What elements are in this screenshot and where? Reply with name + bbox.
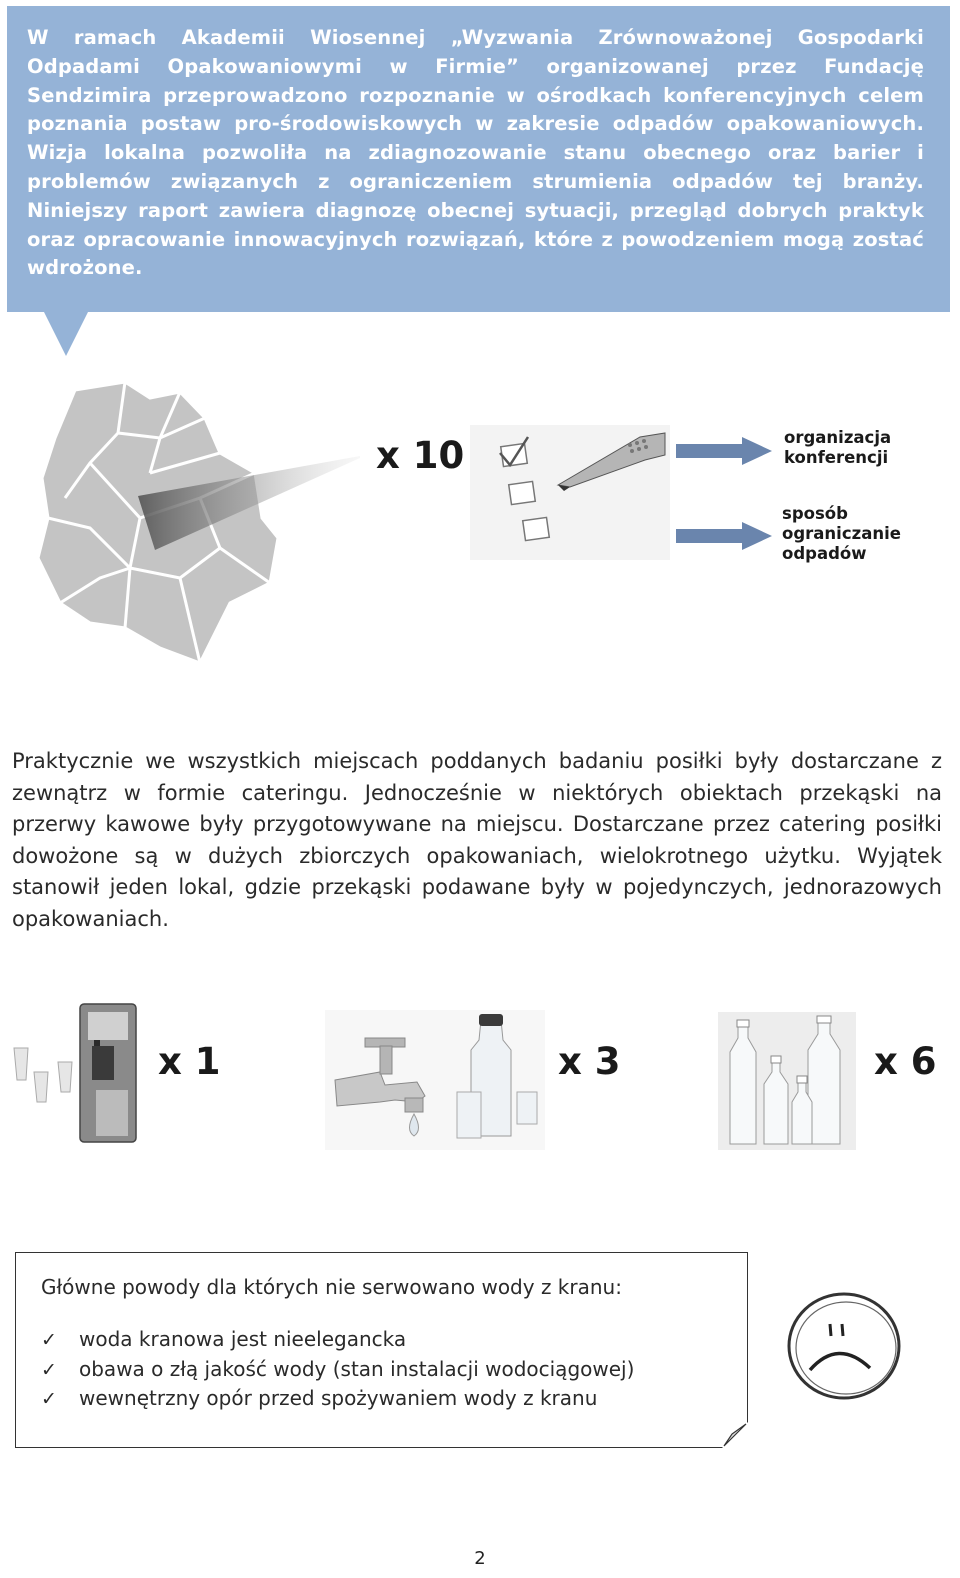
- label-organizacja-konferencji: organizacja konferencji: [784, 428, 892, 467]
- map-icon: [30, 378, 370, 668]
- count-bottles: x 6: [874, 1040, 937, 1083]
- count-dispenser: x 1: [158, 1040, 221, 1083]
- checklist-pen-icon: [470, 425, 670, 560]
- callout-pointer: [44, 312, 88, 356]
- page-curl-icon: [722, 1422, 750, 1450]
- checkmark-icon: ✓: [41, 1329, 57, 1351]
- reasons-list: [41, 1325, 634, 1414]
- checkmark-icon: ✓: [41, 1388, 57, 1411]
- body-paragraph: Praktycznie we wszystkich miejscach poddanych badaniu posiłki były dostarczane z zewnątrz w formie cateringu. Jednocześnie w niektórych obiektach przekąski na przerwy kawowe były przygotowywane na miejscu. Dostarczane przez catering posiłki dowożone są w dużych zbiorczych opakowaniach, wielokrotnego użytku. Wyjątek stanowił jeden lokal, gdzie przekąski podawane były w pojedynczych, jednorazowych opakowaniach.: [12, 749, 942, 931]
- reason-text: woda kranowa jest nieelegancka: [79, 1327, 407, 1351]
- arrow-right-icon: [676, 522, 772, 550]
- count-tap: x 3: [558, 1040, 621, 1083]
- reason-text: obawa o złą jakość wody (stan instalacji wodociągowej): [79, 1356, 635, 1381]
- water-dispenser-icon: [8, 1000, 143, 1145]
- intro-text: W ramach Akademii Wiosennej „Wyzwania Zrównoważonej Gospodarki Odpadami Opakowaniowymi w Firmie” organizowanej przez Fundację Sendzimira przeprowadzono rozpoznanie w ośrodkach konferencyjnych celem poznania postaw pro-środowiskowych w zakresie odpadów opakowaniowych. Wizja lokalna pozwoliła na zdiagnozowanie stanu obecnego oraz barier i problemów związanych z ograniczeniem strumienia odpadów tej branży. Niniejszy raport zawiera diagnozę obecnej sytuacji, przegląd dobrych praktyk oraz opracowanie innowacyjnych rozwiązań, które z powodzeniem mogą zostać wdrożone.: [27, 26, 924, 280]
- page-number: 2: [474, 1548, 486, 1569]
- list-item: [41, 1355, 634, 1385]
- water-bottles-icon: [718, 1012, 856, 1150]
- list-item: [41, 1384, 634, 1414]
- arrow-right-icon: [676, 437, 772, 465]
- list-item: [41, 1325, 634, 1355]
- survey-count: x 10: [376, 434, 465, 477]
- sad-face-icon: [784, 1288, 908, 1404]
- reasons-box: [15, 1252, 748, 1448]
- reason-text: wewnętrzny opór przed spożywaniem wody z kranu: [79, 1386, 598, 1411]
- reasons-title: Główne powody dla których nie serwowano wody z kranu:: [41, 1275, 622, 1299]
- water-tap-icon: [325, 1010, 545, 1150]
- intro-callout: [7, 6, 950, 312]
- checkmark-icon: ✓: [41, 1358, 57, 1381]
- label-sposob-ograniczania: sposób ograniczanie odpadów: [782, 504, 901, 563]
